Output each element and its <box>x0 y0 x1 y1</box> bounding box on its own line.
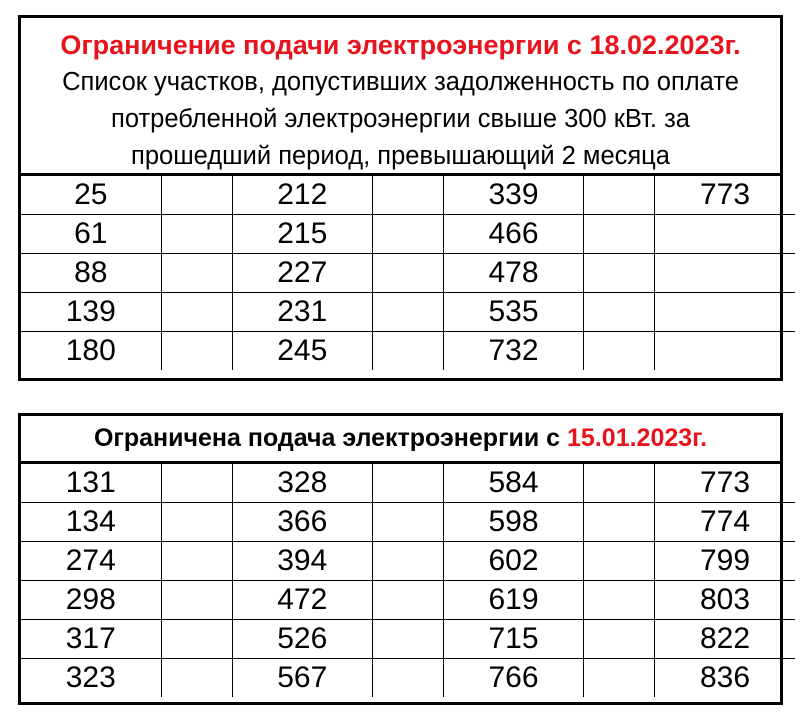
plot-number-cell: 180 <box>21 332 161 371</box>
plot-number-cell: 535 <box>444 293 584 332</box>
table-row <box>21 215 795 254</box>
plot-number-cell: 584 <box>444 464 584 503</box>
plot-number-cell: 61 <box>21 215 161 254</box>
spacer-cell <box>584 542 655 581</box>
spacer-cell <box>584 620 655 659</box>
plot-number-cell: 274 <box>21 542 161 581</box>
spacer-cell <box>372 176 443 215</box>
plot-number-cell: 231 <box>232 293 372 332</box>
plot-number-cell: 478 <box>444 254 584 293</box>
plot-number-cell: 88 <box>21 254 161 293</box>
description-line: потребленной электроэнергии свыше 300 кВт. за <box>111 105 690 133</box>
restricted-section <box>18 413 783 705</box>
table-row <box>21 176 795 215</box>
plot-number-cell: 602 <box>444 542 584 581</box>
spacer-cell <box>161 620 232 659</box>
restricted-plots-table <box>21 464 795 697</box>
spacer-cell <box>584 332 655 371</box>
spacer-cell <box>161 254 232 293</box>
debtors-description <box>21 64 780 175</box>
plot-number-cell: 773 <box>655 464 795 503</box>
plot-number-cell: 526 <box>232 620 372 659</box>
plot-number-cell: 227 <box>232 254 372 293</box>
plot-number-cell: 131 <box>21 464 161 503</box>
plot-number-cell: 139 <box>21 293 161 332</box>
spacer-cell <box>161 332 232 371</box>
plot-number-cell: 366 <box>232 503 372 542</box>
debtors-section <box>18 15 783 381</box>
spacer-cell <box>372 503 443 542</box>
spacer-cell <box>372 254 443 293</box>
spacer-cell <box>161 464 232 503</box>
spacer-cell <box>161 503 232 542</box>
plot-number-cell: 25 <box>21 176 161 215</box>
plot-number-cell <box>655 254 795 293</box>
restricted-header <box>21 416 780 464</box>
restriction-title: Ограничение подачи электроэнергии с 18.02.2023г. <box>60 30 741 60</box>
plot-number-cell: 715 <box>444 620 584 659</box>
debtors-plots-table <box>21 176 795 370</box>
spacer-cell <box>584 293 655 332</box>
spacer-cell <box>372 542 443 581</box>
spacer-cell <box>372 659 443 698</box>
plot-number-cell: 822 <box>655 620 795 659</box>
spacer-cell <box>161 176 232 215</box>
table-row <box>21 503 795 542</box>
spacer-cell <box>584 176 655 215</box>
restricted-title-prefix: Ограничена подача электроэнергии с <box>93 424 568 452</box>
spacer-cell <box>161 542 232 581</box>
plot-number-cell: 732 <box>444 332 584 371</box>
plot-number-cell: 323 <box>21 659 161 698</box>
table-row <box>21 293 795 332</box>
description-line: прошедший период, превышающий 2 месяца <box>131 142 670 170</box>
plot-number-cell: 466 <box>444 215 584 254</box>
plot-number-cell <box>655 215 795 254</box>
description-line: Список участков, допустивших задолженность по оплате <box>62 68 739 96</box>
plot-number-cell: 774 <box>655 503 795 542</box>
spacer-cell <box>372 293 443 332</box>
table-row <box>21 581 795 620</box>
plot-number-cell: 619 <box>444 581 584 620</box>
debtors-header <box>21 18 780 176</box>
spacer-cell <box>584 659 655 698</box>
spacer-cell <box>372 215 443 254</box>
spacer-cell <box>372 581 443 620</box>
spacer-cell <box>161 293 232 332</box>
spacer-cell <box>584 215 655 254</box>
plot-number-cell: 567 <box>232 659 372 698</box>
table-row <box>21 542 795 581</box>
table-row <box>21 464 795 503</box>
plot-number-cell: 328 <box>232 464 372 503</box>
spacer-cell <box>584 503 655 542</box>
table-row <box>21 332 795 371</box>
spacer-cell <box>372 464 443 503</box>
plot-number-cell: 773 <box>655 176 795 215</box>
plot-number-cell: 394 <box>232 542 372 581</box>
plot-number-cell: 799 <box>655 542 795 581</box>
plot-number-cell: 134 <box>21 503 161 542</box>
spacer-cell <box>161 659 232 698</box>
plot-number-cell: 766 <box>444 659 584 698</box>
spacer-cell <box>372 620 443 659</box>
spacer-cell <box>161 215 232 254</box>
plot-number-cell: 212 <box>232 176 372 215</box>
plot-number-cell: 598 <box>444 503 584 542</box>
spacer-cell <box>584 581 655 620</box>
plot-number-cell <box>655 332 795 371</box>
plot-number-cell: 803 <box>655 581 795 620</box>
plot-number-cell: 298 <box>21 581 161 620</box>
plot-number-cell: 215 <box>232 215 372 254</box>
plot-number-cell: 245 <box>232 332 372 371</box>
plot-number-cell: 339 <box>444 176 584 215</box>
plot-number-cell <box>655 293 795 332</box>
spacer-cell <box>584 464 655 503</box>
plot-number-cell: 472 <box>232 581 372 620</box>
table-row <box>21 254 795 293</box>
spacer-cell <box>372 332 443 371</box>
plot-number-cell: 836 <box>655 659 795 698</box>
restricted-title-date: 15.01.2023г. <box>567 424 708 452</box>
table-row <box>21 659 795 698</box>
spacer-cell <box>584 254 655 293</box>
spacer-cell <box>161 581 232 620</box>
table-row <box>21 620 795 659</box>
plot-number-cell: 317 <box>21 620 161 659</box>
